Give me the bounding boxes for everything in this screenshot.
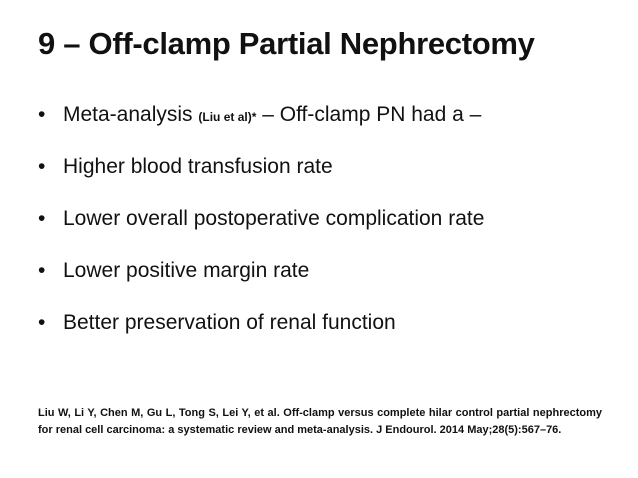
bullet-text — [63, 95, 481, 137]
bullet-text: Lower positive margin rate — [63, 259, 310, 282]
list-item — [38, 147, 618, 199]
bullet-marker: • — [38, 207, 46, 230]
bullet-marker: • — [38, 259, 46, 282]
bullet-marker: • — [38, 155, 46, 178]
bullet-text: Better preservation of renal function — [63, 311, 396, 334]
bullet-marker: • — [38, 311, 46, 334]
slide-title: 9 – Off-clamp Partial Nephrectomy — [38, 26, 535, 61]
bullet-text: Higher blood transfusion rate — [63, 155, 333, 178]
bullet-suffix: – Off-clamp PN had a – — [256, 103, 482, 126]
list-item — [38, 95, 618, 147]
list-item — [38, 251, 618, 303]
bullet-text: Lower overall postoperative complication rate — [63, 207, 485, 230]
bullet-list — [38, 95, 618, 355]
citation-label: (Liu et al)* — [198, 110, 257, 124]
reference-citation: Liu W, Li Y, Chen M, Gu L, Tong S, Lei Y, et al. Off-clamp versus complete hilar control partial nephrectomy for renal cell carcinoma: a systematic review and meta-analysis. J Endourol. 2014 May;28(5):567–76. — [38, 407, 602, 436]
list-item — [38, 199, 618, 251]
list-item — [38, 303, 618, 355]
bullet-prefix: Meta-analysis — [63, 103, 199, 126]
bullet-marker: • — [38, 103, 46, 126]
